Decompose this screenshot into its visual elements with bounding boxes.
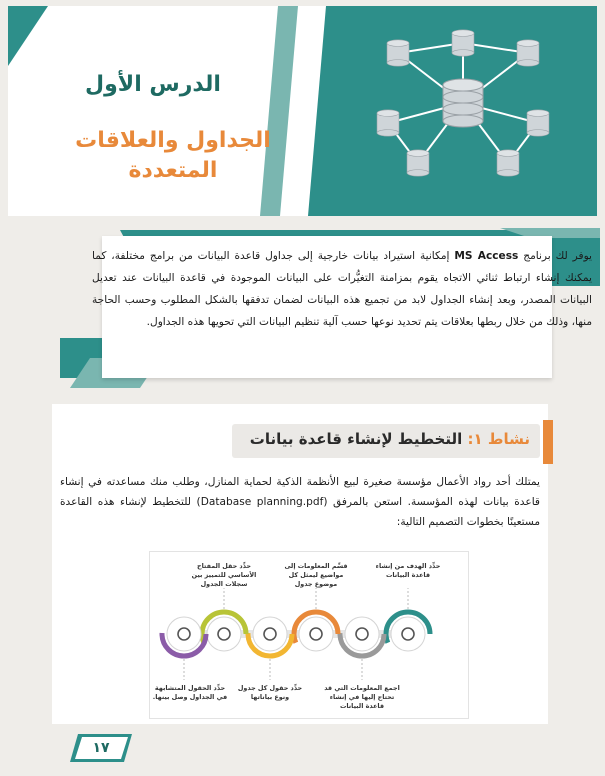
key-icon <box>207 617 241 651</box>
lesson-subtitle-line1: الجداول والعلاقات <box>75 128 271 153</box>
db-node <box>527 110 549 136</box>
step-label-bottom: اجمع المعلومات التي قد تحتاج إليها في إنشاء قاعدة البيانات <box>324 684 400 710</box>
db-node <box>517 40 539 66</box>
table-icon <box>253 617 287 651</box>
target-icon <box>391 617 425 651</box>
lesson-title: الدرس الأول <box>85 72 221 97</box>
app-name: MS Access <box>454 250 519 262</box>
activity-label: نشاط ١: <box>467 430 530 448</box>
step-label-top: قسِّم المعلومات إلى مواضيع ليمثل كل موضوع جدول <box>284 562 348 588</box>
activity-title-text: التخطيط لإنشاء قاعدة بيانات <box>249 430 468 448</box>
step-label-bottom: حدِّد حقول كل جدول ونوع بياناتها <box>237 684 303 701</box>
activity-title <box>240 430 530 448</box>
intro-text-part2: إمكانية استيراد بيانات خارجية إلى جداول قاعدة البيانات من برامج مختلفة، كما يمكنك إنشاء ارتباط ثنائي الاتجاه يقوم بمزامنة التغيُّرات على البيانات الموجودة في قاعدة البيانات عند تعديل البيانات المصدر، وبعد إنشاء الجداول لابد من تجميع هذه البيانات لضمان تدفقها بالشكل المطلوب وحسب الحاجة منها، وذلك من خلال ربطها بعلاقات يتم تحديد نوعها حسب آلية تنظيم البيانات التي تحويها هذه الجداول. <box>92 250 592 328</box>
pie-chart-icon <box>299 617 333 651</box>
db-node <box>443 79 483 127</box>
lesson-header <box>8 6 597 216</box>
step-label-bottom: حدِّد الحقول المتشابهة في الجداول وصل بينها. <box>152 684 228 701</box>
db-node <box>377 110 399 136</box>
page-number: ١٧ <box>92 740 110 756</box>
db-node <box>407 150 429 176</box>
puzzle-icon <box>167 617 201 651</box>
lesson-subtitle-line2: المتعددة <box>128 158 218 183</box>
database-network-icon <box>368 28 558 178</box>
intro-paragraph <box>92 245 592 333</box>
activity-paragraph: يمتلك أحد رواد الأعمال مؤسسة صغيرة لبيع الأنظمة الذكية لحماية المنازل، وطلب منك مساعدته في إنشاء قاعدة بيانات لهذه المؤسسة. استعن بالمرفق (Database planning.pdf) للتخطيط لإنشاء هذه القاعدة مستعينًا بخطوات التصميم التالية: <box>60 476 540 528</box>
db-node <box>387 40 409 66</box>
lesson-subtitle <box>68 126 278 186</box>
db-node <box>497 150 519 176</box>
intro-text-part1: يوفر لك برنامج <box>518 250 592 262</box>
activity-title-accent <box>543 420 553 464</box>
step-label-top: حدِّد الهدف من إنشاء قاعدة البيانات <box>375 562 441 579</box>
chart-icon <box>345 617 379 651</box>
step-label-top: حدِّد حقل المفتاح الأساسي للتمييز بين سجلات الجدول <box>191 562 257 588</box>
db-node <box>452 30 474 56</box>
